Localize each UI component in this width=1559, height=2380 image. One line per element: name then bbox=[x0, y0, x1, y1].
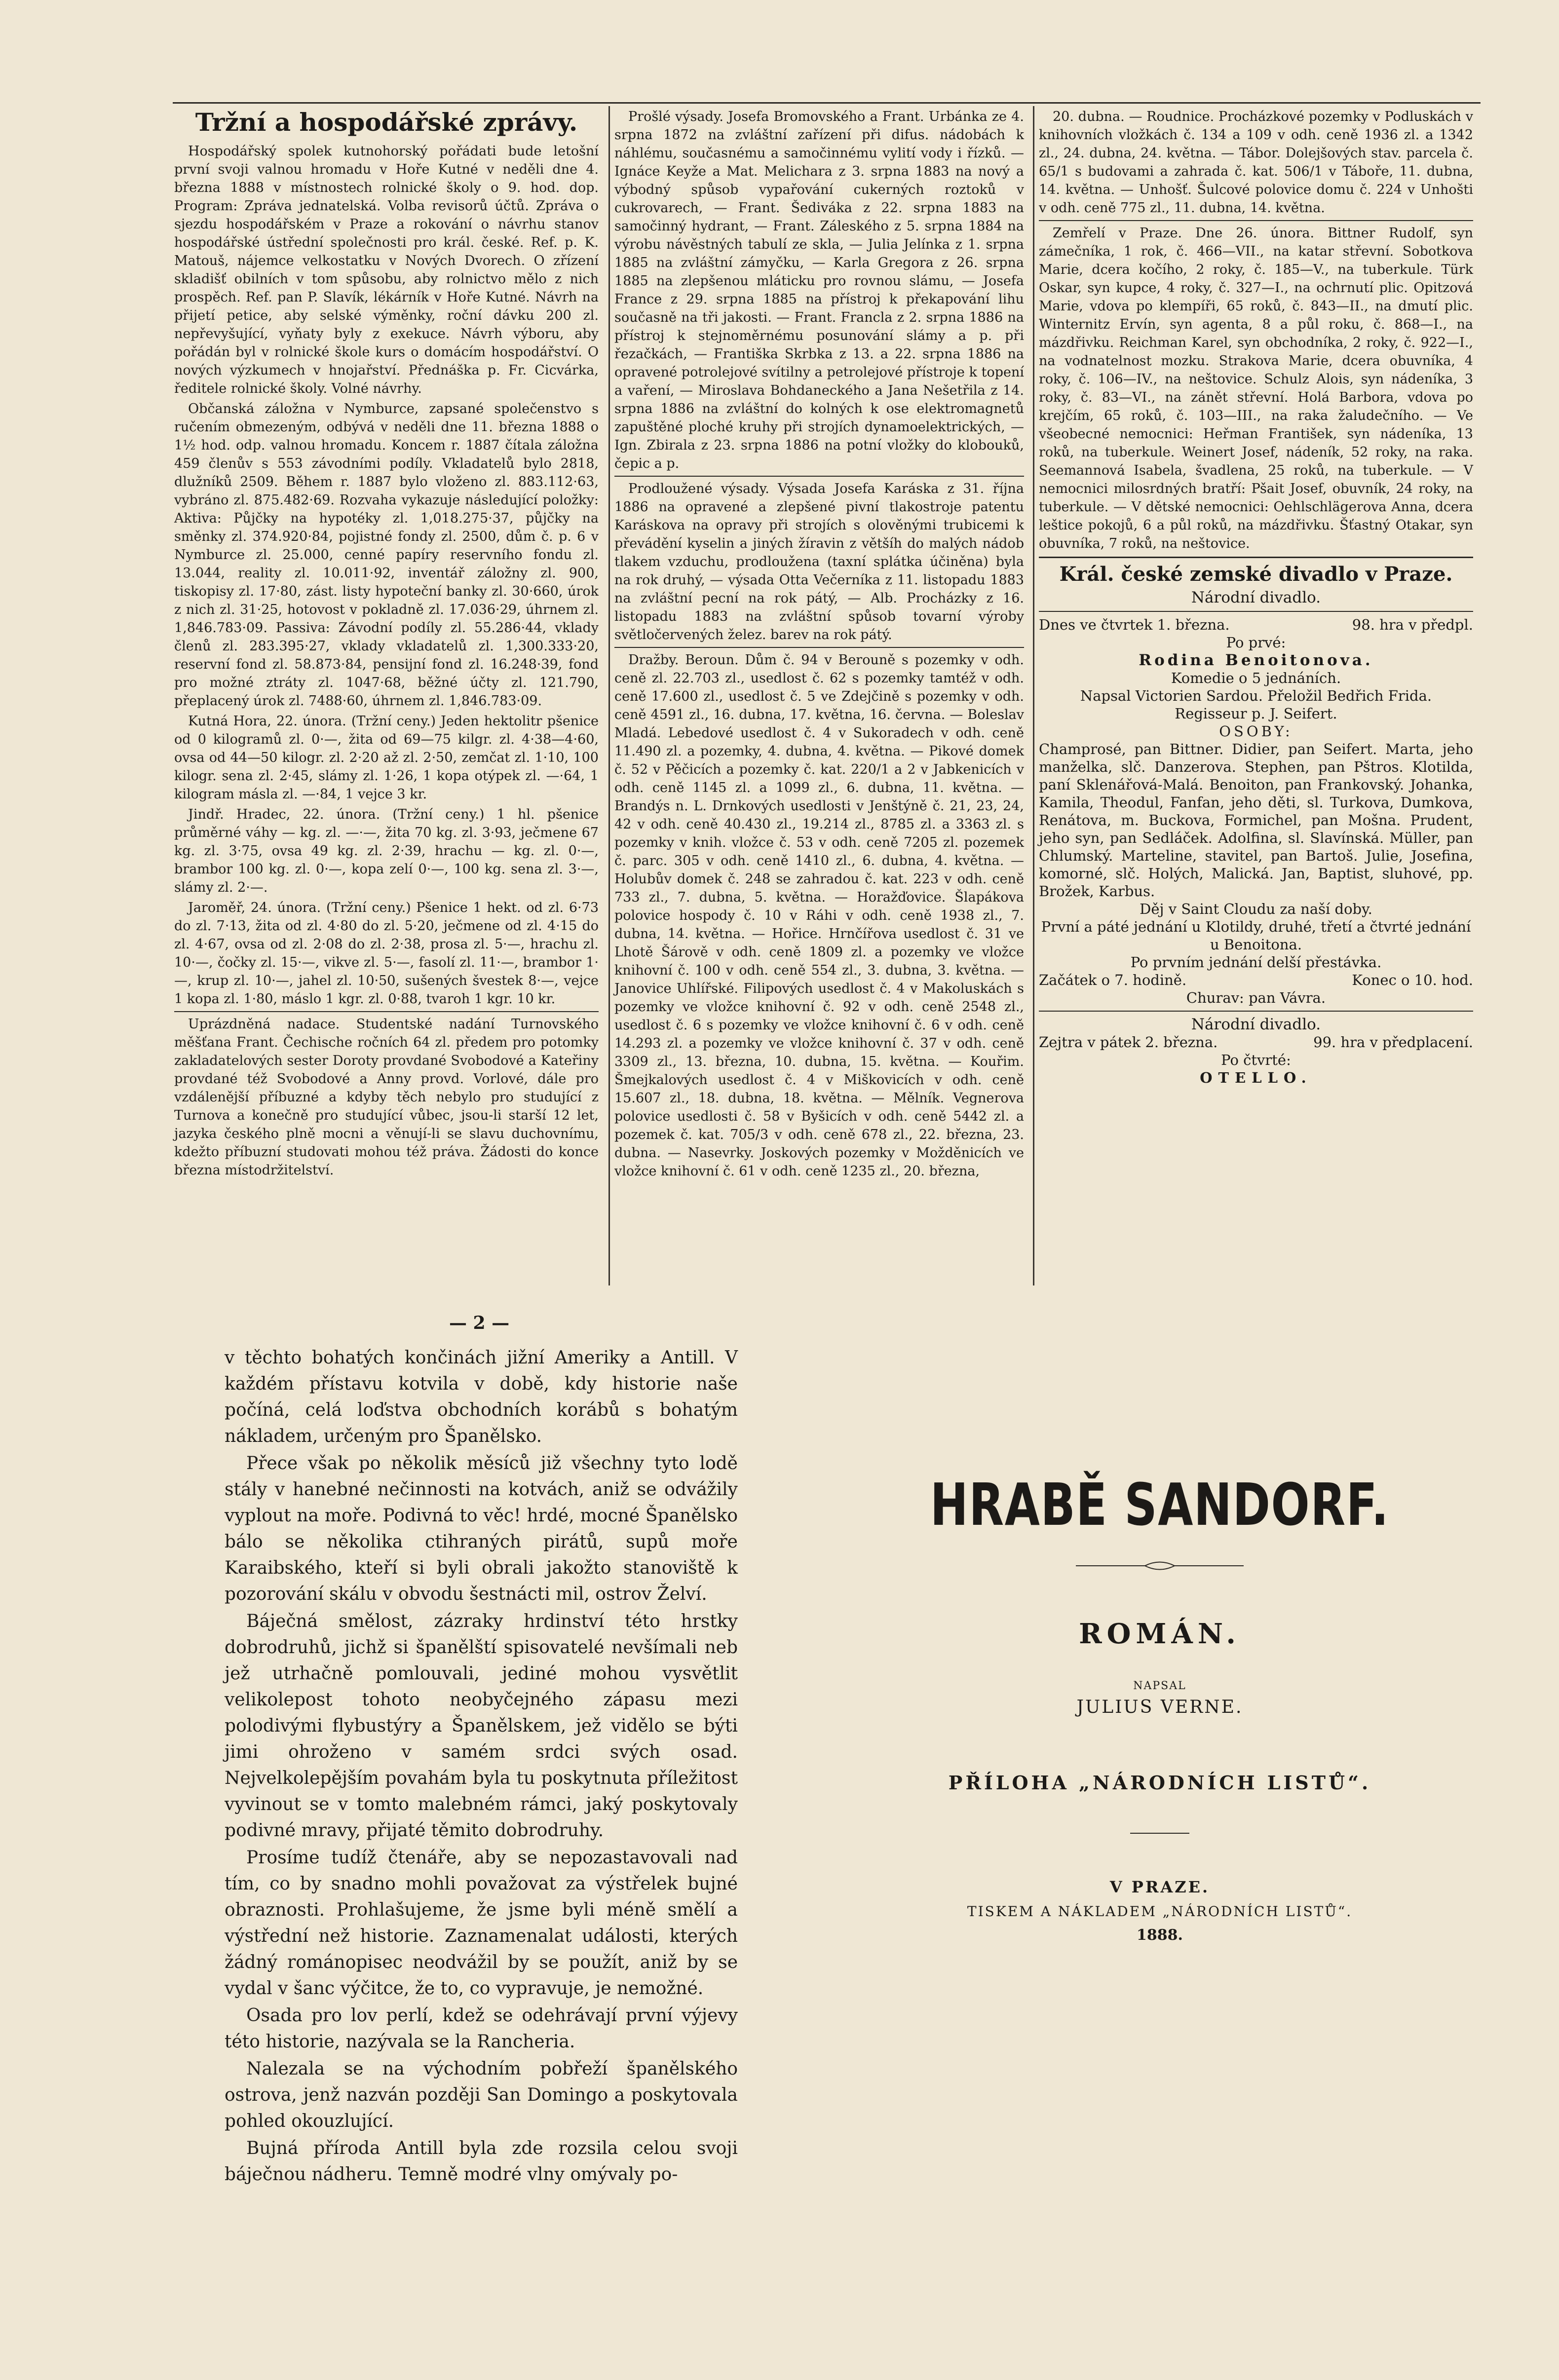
section-divider bbox=[1039, 611, 1473, 612]
article-paragraph: Prodloužené výsady. Výsada Josefa Karáska z 31. října 1886 na opravené a zlepšené pivní tlakostroje patentu Karáskova na opravy při strojích s olověnými trubicemi k převádění kyselin a jiných žíravin z většíh do malých nádob tlakem vzduchu, prodloužena (taxní splátka účiněna) byla na rok druhý, — výsada Otta Večerníka z 11. listopadu 1883 na zvláštní pecní na rok pátý, — Alb. Procházky z 16. listopadu 1883 na zvláštní spůsob tovarní výroby světločervených želez. barev na rok pátý. bbox=[614, 481, 1024, 642]
column-divider-1 bbox=[608, 106, 610, 1285]
ornament-divider-icon bbox=[1076, 1558, 1244, 1573]
article-paragraph: Jindř. Hradec, 22. února. (Tržní ceny.) 1 hl. pšenice průměrné váhy — kg. zl. —·—, žita 70 kg. zl. 3·93, ječmene 67 kg. zl. 3·75, ovsa 49 kg. zl. 2·39, hrachu — kg. zl. 0·—, brambor 100 kg. zl. 0·—, kopa zelí 0·—, 100 kg. sena zl. 3·—, slámy zl. 2·—. bbox=[174, 807, 599, 895]
play-setting: Děj v Saint Cloudu za naší doby. bbox=[1140, 901, 1372, 917]
cover-written-by: NAPSAL bbox=[1133, 1680, 1186, 1692]
cover-title: HRABĚ SANDORF. bbox=[930, 1471, 1390, 1539]
performance-number: 98. hra v předpl. bbox=[1352, 616, 1473, 633]
next-performance-date: Zejtra v pátek 2. března. bbox=[1039, 1034, 1218, 1051]
cast-heading: OSOBY: bbox=[1219, 723, 1293, 740]
section-divider bbox=[614, 647, 1024, 648]
cover-genre: ROMÁN. bbox=[1079, 1618, 1241, 1650]
section-divider bbox=[614, 476, 1024, 477]
next-theatre-heading: Národní divadlo. bbox=[1191, 1016, 1321, 1033]
novel-paragraph: Báječná smělost, zázraky hrdinství této hrstky dobrodruhů, jichž si španělští spisovatelé nevšímali neb jež utrhačně pomlouvali, jediné mohou vysvětlit velikolepost tohoto neobyčejného zápasu mezi polodivými flybustýry a Španělskem, jež vidělo se býti jimi ohroženo v samém srdci svých osad. Nejvelkolepějším povahám byla tu poskytnuta příležitost vyvinout se v tomto malebném rámci, jaký poskytovaly podivné mravy, přijaté těmito dobrodruhy. bbox=[225, 1611, 738, 1841]
section-divider bbox=[174, 1011, 599, 1012]
cover-year: 1888. bbox=[1137, 1927, 1183, 1944]
article-paragraph: Uprázdněná nadace. Studentské nadání Turnovského měšťana Frant. Čechische ročních 64 zl. předem pro potomky zakladatelových sester Doroty provdané Svobodové a Kateřiny provdané též Svobodové a Anny provd. Vorlové, dále pro vzdálenější příbuzné a kdyby těch nebylo pro studující z Turnova a konečně pro studující vůbec, jsou-li starší 12 let, jazyka českého plně mocni a věnují-li se slavu duchovnímu, kdežto příbuzní studovati mohou též práva. Žádosti do konce března místodržitelství. bbox=[174, 1017, 599, 1178]
section-divider bbox=[1039, 220, 1473, 221]
play-authors: Napsal Victorien Sardou. Přeložil Bedřich Frida. bbox=[1080, 687, 1432, 704]
next-performance-run: Po čtvrté: bbox=[1221, 1052, 1291, 1068]
article-paragraph: Jaroměř, 24. února. (Tržní ceny.) Pšenice 1 hekt. od zl. 6·73 do zl. 7·13, žita od zl. 4·80 do zl. 5·20, ječmene od zl. 4·15 do zl. 4·67, ovsa od zl. 2·08 do zl. 2·38, prosa zl. 5·—, hrachu zl. 10·—, čočky zl. 15·—, vikve zl. 5·—, fasolí zl. 11·—, brambor 1·—, krup zl. 10·—, jahel zl. 10·50, sušených švestek 8·—, vejce 1 kopa zl. 1·80, máslo 1 kgr. zl. 0·88, tvaroh 1 kgr. 10 kr. bbox=[174, 900, 599, 1007]
novel-paragraph: v těchto bohatých končinách jižní Ameriky a Antill. V každém přístavu kotvila v době, kdy historie naše počíná, celá loďstva obchodních korábů s bohatým nákladem, určeným pro Španělsko. bbox=[225, 1348, 738, 1446]
top-border bbox=[173, 102, 1481, 104]
market-news-column bbox=[174, 108, 599, 1307]
theatre-subheading: Národní divadlo. bbox=[1191, 589, 1321, 606]
novel-paragraph: Osada pro lov perlí, kdež se odehrávají první výjevy této historie, nazývala se la Rancheria. bbox=[225, 2005, 738, 2052]
novel-paragraph: Bujná příroda Antill byla zde rozsila celou svoji báječnou nádheru. Temně modré vlny omývaly po- bbox=[225, 2138, 738, 2185]
start-time: Začátek o 7. hodině. bbox=[1039, 972, 1187, 988]
end-time: Konec o 10. hod. bbox=[1352, 972, 1473, 988]
novel-paragraph: Přece však po několik měsíců již všechny tyto lodě stály v hanebné nečinnosti na kotvách, aniž se odvážily vyplout na moře. Podivná to věc! hrdé, mocné Španělsko bálo se několika ctihraných pirátů, supů moře Karaibského, kteří si byli obrali jakožto stanoviště k pozorování skálu v obvodu šestnácti mil, ostrov Želví. bbox=[225, 1453, 738, 1604]
section-divider bbox=[1039, 557, 1473, 558]
novel-paragraph: Prosíme tudíž čtenáře, aby se nepozastavovali nad tím, co by snadno mohli považovat za výstřelek bujné obraznosti. Prohlašujeme, že jsme byli méně smělí a výstřední než historie. Zaznamenalat události, kterých žádný románopisec neodvážil by se použít, aniž by se vydal v šanc výčitce, že to, co vypravuje, je nemožné. bbox=[225, 1848, 738, 1999]
sick-note: Churav: pan Vávra. bbox=[1186, 989, 1326, 1006]
market-news-heading: Tržní a hospodářské zprávy. bbox=[195, 108, 578, 137]
performance-run: Po prvé: bbox=[1226, 634, 1286, 651]
article-paragraph: Dražby. Beroun. Dům č. 94 v Berouně s pozemky v odh. ceně zl. 22.703 zl., usedlost č. 62 s pozemky tamtéž v odh. ceně 17.600 zl., usedlost č. 5 ve Zdejčině s pozemky v odh. ceně 4591 zl., 16. dubna, 17. května, 16. června. — Boleslav Mladá. Lebedové usedlost č. 4 v Sukoradech v odh. ceně 11.490 zl. a pozemky, 4. dubna, 4. května. — Pikové domek č. 52 v Pěčicích a pozemky č. kat. 220/1 a 2 v Jabkenicích v odh. ceně 1145 zl. a 1099 zl., 6. dubna, 11. května. — Brandýs n. L. Drnkových usedlosti v Jenštýně č. 21, 23, 24, 42 v odh. ceně 40.430 zl., 19.214 zl., 8785 zl. a 3363 zl. s pozemky v knih. vložce č. 53 v odh. ceně 7205 zl. pozemek č. parc. 305 v odh. ceně 1410 zl., 6. dubna, 4. května. — Holubův domek č. 248 se zahradou č. kat. 223 v odh. ceně 733 zl., 7. dubna, 5. května. — Horažďovice. Šlapákova polovice hospody č. 10 v Ráhi v odh. ceně 1938 zl., 7. dubna, 14. května. — Hořice. Hrnčířova usedlost č. 31 ve Lhotě Šárově v odh. ceně 1809 zl. a pozemky ve vložce knihovní č. 100 v odh. ceně 554 zl., 3. dubna, 3. května. — Janovice Uhlířské. Filipových usedlost č. 4 v Makoluskách s pozemky ve vložce knihovní č. 92 v odh. ceně 2548 zl., usedlost č. 6 s pozemky ve vložce knihovní č. 6 v odh. ceně 14.293 zl. a pozemky ve vložce knihovní č. 37 v odh. ceně 3309 zl., 13. března, 10. dubna, 15. května. — Kouřim. Šmejkalových usedlost č. 4 v Miškovicích v odh. ceně 15.607 zl., 18. dubna, 18. května. — Mělník. Vegnerova polovice usedlosti č. 58 v Byšicích v odh. ceně 5442 zl. a pozemek č. kat. 705/3 v odh. ceně 678 zl., 22. března, 23. dubna. — Nasevrky. Joskových pozemky v Možděnicích ve vložce knihovní č. 61 v odh. ceně 1235 zl., 20. března, bbox=[614, 652, 1024, 1179]
play-genre: Komedie o 5 jednáních. bbox=[1171, 670, 1341, 686]
page-number: — 2 — bbox=[449, 1313, 510, 1333]
cover-author: JULIUS VERNE. bbox=[1076, 1697, 1243, 1717]
act-locations: První a páté jednání u Klotildy, druhé, třetí a čtvrté jednání u Benoitona. bbox=[1041, 918, 1471, 953]
small-ornament-icon bbox=[1130, 1828, 1189, 1838]
article-paragraph: Občanská záložna v Nymburce, zapsané společenstvo s ručením obmezeným, odbývá v neděli dne 11. března 1888 o 1½ hod. odp. valnou hromadu. Koncem r. 1887 čítala záložna 459 členův s 553 závodními podíly. Vkladatelů bylo 2818, dlužníků 2509. Během r. 1887 bylo vloženo zl. 883.112·63, vybráno zl. 875.482·69. Rozvaha vykazuje následující položky: Aktiva: Půjčky na hypotéky zl. 1,018.275·37, půjčky na směnky zl. 374.920·84, pojistné fondy zl. 2500, dům č. p. 6 v Nymburce zl. 25.000, cenné papíry reservního fondu zl. 13.044, reality zl. 10.011·92, inventář záložny zl. 900, tiskopisy zl. 17·80, zást. listy hypoteční banky zl. 30·660, úrok z nich zl. 31·25, hotovost v pokladně zl. 17.036·29, úhrnem zl. 1,846.783·09. Passiva: Závodní podíly zl. 55.286·44, vklady členů zl. 283.395·27, vklady vkladatelů zl. 1,300.333·20, reservní fond zl. 58.873·84, pensijní fond zl. 16.248·39, fond pro možné ztráty zl. 1047·68, běžné účty zl. 121.790, přeplacený úrok zl. 7488·60, úhrnem zl. 1,846.783·09. bbox=[174, 401, 599, 709]
next-performance-number: 99. hra v předplacení. bbox=[1313, 1034, 1473, 1051]
article-paragraph: 20. dubna. — Roudnice. Procházkové pozemky v Podluskách v knihovních vložkách č. 134 a 109 v odh. ceně 1936 zl. a 1342 zl., 24. dubna, 24. května. — Tábor. Dolejšových stav. parcela č. 65/1 s budovami a zahrada č. kat. 506/1 v Táboře, 11. dubna, 14. května. — Unhošť. Šulcové polovice domu č. 224 v Unhošti v odh. ceně 775 zl., 11. dubna, 14. května. bbox=[1039, 109, 1473, 216]
play-director: Regisseur p. J. Seifert. bbox=[1175, 705, 1337, 722]
column-divider-2 bbox=[1033, 106, 1034, 1285]
article-paragraph: Prošlé výsady. Josefa Bromovského a Frant. Urbánka ze 4. srpna 1872 na zvláštní zařízení při difus. nádobách k náhlému, současnému a samočinnému vylití vody i řízků. — Ignáce Keyže a Mat. Melichara z 3. srpna 1883 na nový a výbodný spůsob vypařování cukerných roztoků v cukrovarech, — Frant. Šediváka z 22. srpna 1883 na samočinný hydrant, — Frant. Záleského z 5. srpna 1884 na výrobu návěstných tabulí ze skla, — Julia Jelínka z 1. srpna 1885 na zvláštní zámyčku, — Karla Gregora z 26. srpna 1885 na zlepšenou mláticku pro rovnou slámu, — Josefa France z 29. srpna 1885 na přístroj k překapování lihu současně na tři jakosti. — Frant. Francla z 2. srpna 1886 na přístroj k stejnoměrnému posunování slámy a p. při řezačkách, — Františka Skrbka z 13. a 22. srpna 1886 na opravené potrolejové svítilny a petrolejové přístroje k topení a vaření, — Miroslava Bohdaneckého a Jana Nešetřila z 14. srpna 1886 na zvláštní do kolných k ose elektromagnetů zapuštěné ploché kruhy při strojích dynamoelektrických, — Ign. Zbirala z 23. srpna 1886 na potní vložky do klobouků, čepic a p. bbox=[614, 109, 1024, 471]
next-play-title: OTELLO. bbox=[1200, 1069, 1312, 1086]
novel-paragraph: Nalezala se na východním pobřeží španělského ostrova, jenž nazván později San Domingo a poskytovala pohled okouzlující. bbox=[225, 2059, 738, 2131]
novel-cover bbox=[839, 1471, 1481, 2211]
cast-list: Champrosé, pan Bittner. Didier, pan Seifert. Marta, jeho manželka, slč. Danzerova. Stephen, pan Pštros. Klotilda, paní Sklenářová-Malá. Benoiton, pan Frankovský. Johanka, Kamila, Theodul, Fanfan, jeho děti, sl. Turkova, Dumkova, Renátova, m. Buckova, Formichel, pan Mošna. Prudent, jeho syn, pan Sedláček. Adolfina, sl. Slavínská. Müller, pan Chlumský. Marteline, stavitel, pan Bartoš. Julie, Josefina, komorné, slč. Holých, Malická. Jan, Baptist, sluhové, pp. Brožek, Karbus. bbox=[1039, 741, 1473, 900]
cover-city: V PRAZE. bbox=[1109, 1878, 1210, 1896]
performance-date: Dnes ve čtvrtek 1. března. bbox=[1039, 616, 1230, 633]
article-paragraph: Kutná Hora, 22. února. (Tržní ceny.) Jeden hektolitr pšenice od 0 kilogramů zl. 0·—, žita od 69—75 kilgr. zl. 4·38—4·60, ovsa od 44—50 kilogr. zl. 2·20 až zl. 2·50, zemčat zl. 1·10, 100 kilogr. sena zl. 2·45, slámy zl. 1·26, 1 kopa otýpek zl. —·64, 1 kilogram másla zl. —·84, 1 vejce 3 kr. bbox=[174, 714, 599, 802]
intermission-note: Po prvním jednání delší přestávka. bbox=[1130, 954, 1382, 971]
cover-supplement: PŘÍLOHA „NÁRODNÍCH LISTŮ“. bbox=[948, 1772, 1371, 1794]
novel-text-column bbox=[225, 1345, 738, 2185]
article-paragraph: Hospodářský spolek kutnohorský pořádati bude letošní první svoji valnou hromadu v Hoře Kutné v neděli dne 4. března 1888 v místnostech rolnické školy o 9. hod. dop. Program: Zpráva jednatelská. Volba revisorů účtů. Zpráva o sjezdu hospodářském v Praze a rokování o návrhu stanov hospodářské ústřední společnosti pro král. české. Ref. p. K. Matouš, nájemce velkostatku v Nových Dvorech. O zřízení skladišť obilních v tom spůsobu, aby rolnictvo mělo z nich prospěch. Ref. pan P. Slavík, lékárník v Hoře Kutné. Návrh na přijetí petice, aby selské výměnky, roční dávku 200 zl. nepřevyšující, vyňaty byly z exekuce. Návrh výboru, aby pořádán byl v rolnické škole kurs o domácím hospodářství. O nových výzkumech v hnojařství. Přednáška p. Fr. Cicvárka, ředitele rolnické školy. Volné návrhy. bbox=[174, 144, 599, 396]
article-paragraph: Zemřelí v Praze. Dne 26. února. Bittner Rudolf, syn zámečníka, 1 rok, č. 466—VII., na katar střevní. Sobotkova Marie, dcera kočího, 2 roky, č. 185—V., na tuberkule. Türk Oskar, syn kupce, 4 roky, č. 327—I., na ochrnutí plic. Opitzová Marie, vdova po klempíři, 65 roků, č. 843—II., na dmutí plic. Winternitz Ervín, syn agenta, 8 a půl roku, č. 868—I., na mázdřivku. Reichman Karel, syn obchodníka, 2 roky, č. 922—I., na vodnatelnost mozku. Strakova Marie, dcera obuvníka, 4 roky, č. 106—IV., na neštovice. Schulz Alois, syn nádeníka, 3 roky, č. 83—VI., na zánět střevní. Holá Barbora, vdova po krejčím, 65 roků, č. 103—III., na raka žaludečního. — Ve všeobecné nemocnici: Heřman František, syn nádeníka, 13 roků, na tuberkule. Weinert Josef, nádeník, 52 roky, na raka. Seemannová Isabela, švadlena, 25 roků, na tuberkule. — V nemocnici milosrdných bratří: Pšait Josef, obuvník, 24 roky, na tuberkule. — V dětské nemocnici: Oehlschlägerova Anna, dcera leštice pokojů, 6 a půl roků, na mázdřivku. Šťastný Otakar, syn obuvníka, 7 roků, na neštovice. bbox=[1039, 226, 1473, 551]
cover-printer: TISKEM A NÁKLADEM „NÁRODNÍCH LISTŮ“. bbox=[967, 1903, 1353, 1920]
play-title: Rodina Benoitonova. bbox=[1139, 651, 1373, 669]
section-divider bbox=[1039, 1011, 1473, 1012]
theatre-heading: Král. české zemské divadlo v Praze. bbox=[1059, 563, 1453, 586]
patents-auctions-column bbox=[614, 108, 1024, 1307]
deaths-theatre-column bbox=[1039, 108, 1473, 1307]
